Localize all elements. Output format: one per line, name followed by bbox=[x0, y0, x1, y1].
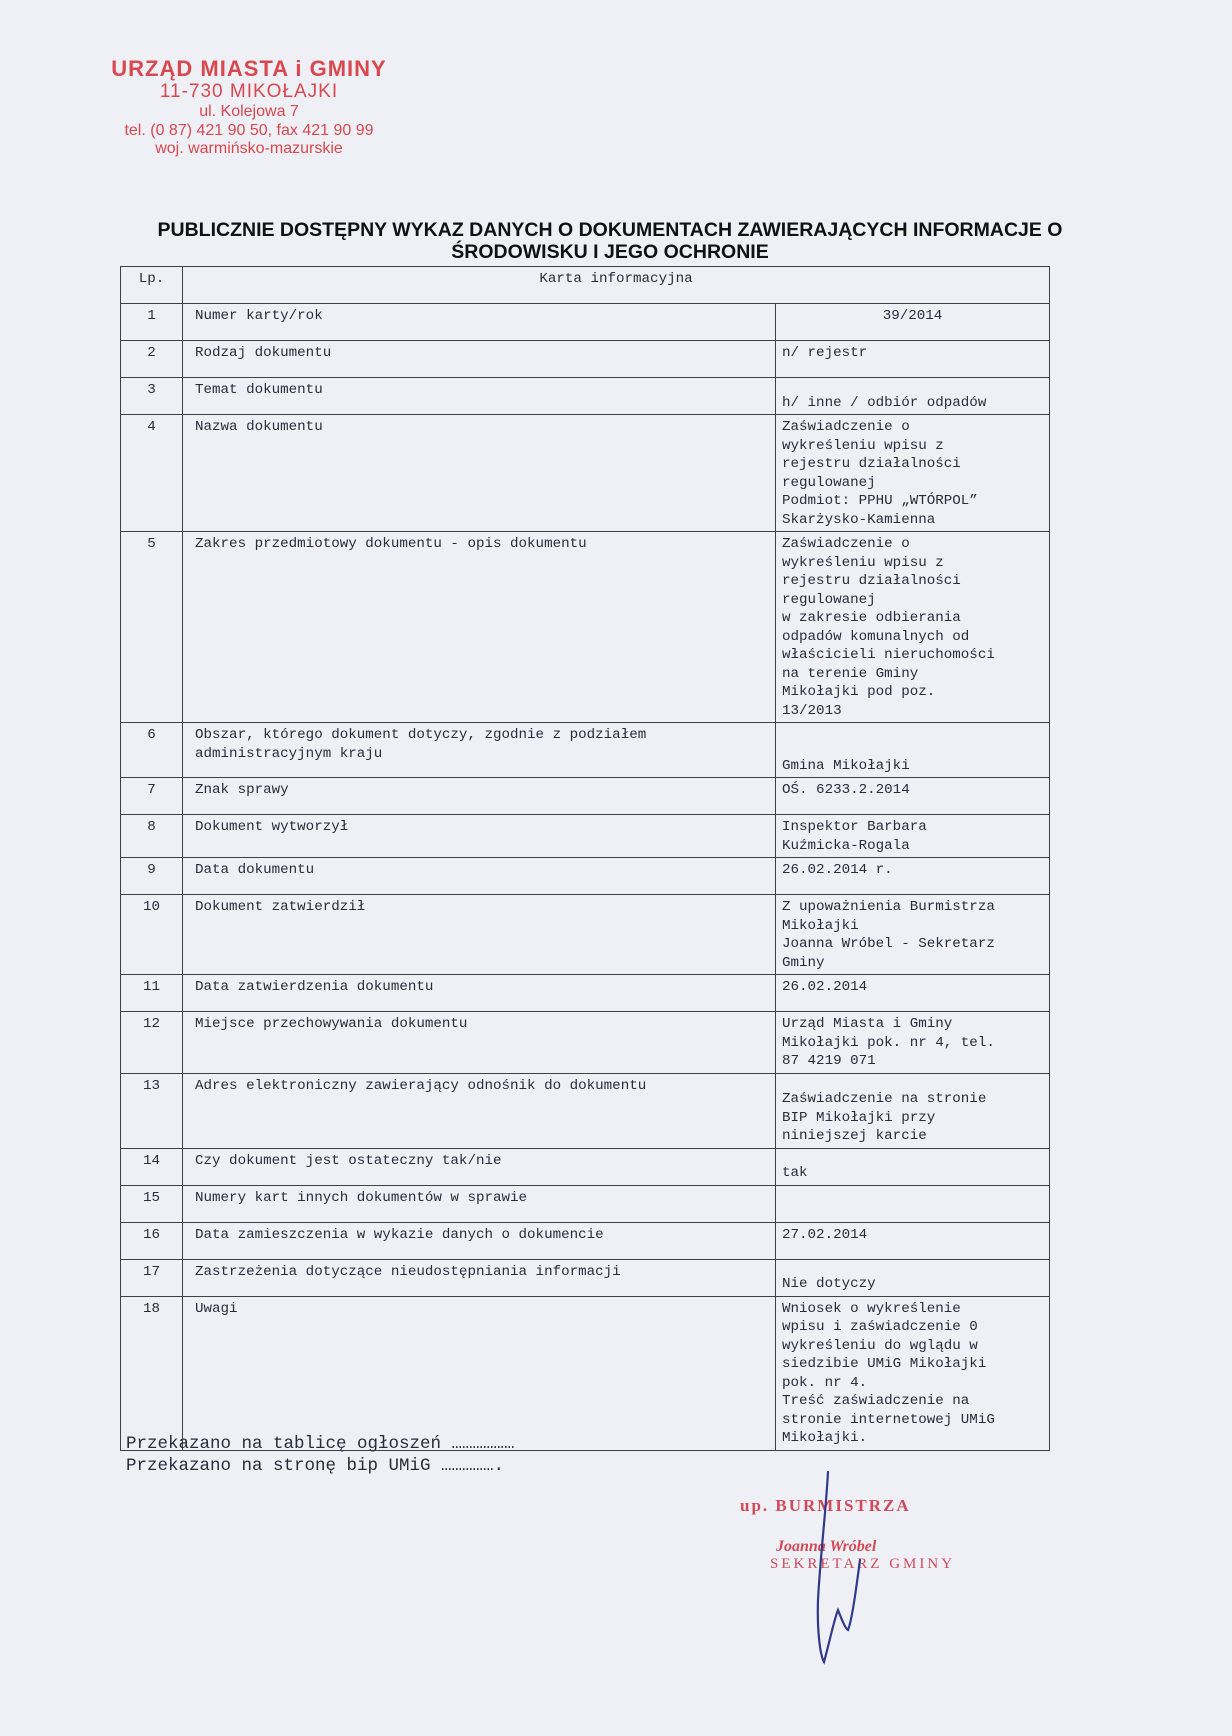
row-number: 7 bbox=[121, 778, 183, 815]
stamp-phone: tel. (0 87) 421 90 50, fax 421 90 99 bbox=[124, 121, 374, 139]
row-number: 6 bbox=[121, 723, 183, 778]
row-number: 17 bbox=[121, 1259, 183, 1296]
row-number: 3 bbox=[121, 378, 183, 415]
row-label: Znak sprawy bbox=[183, 778, 776, 815]
row-value: 26.02.2014 bbox=[776, 975, 1050, 1012]
row-value bbox=[776, 1185, 1050, 1222]
table-row bbox=[121, 1148, 1050, 1185]
row-label: Dokument wytworzył bbox=[183, 815, 776, 858]
table-row bbox=[121, 858, 1050, 895]
row-label: Numery kart innych dokumentów w sprawie bbox=[183, 1185, 776, 1222]
table-row bbox=[121, 1259, 1050, 1296]
handwritten-signature bbox=[790, 1470, 910, 1670]
heading-line-2: ŚRODOWISKU I JEGO OCHRONIE bbox=[451, 240, 769, 263]
row-number: 8 bbox=[121, 815, 183, 858]
row-label: Nazwa dokumentu bbox=[183, 415, 776, 532]
row-number: 5 bbox=[121, 532, 183, 723]
footer-notes bbox=[126, 1433, 515, 1477]
row-value: Urząd Miasta i Gminy Mikołajki pok. nr 4, tel. 87 4219 071 bbox=[776, 1012, 1050, 1074]
table-row bbox=[121, 341, 1050, 378]
header-lp: Lp. bbox=[121, 267, 183, 304]
row-number: 13 bbox=[121, 1073, 183, 1148]
row-value: Z upoważnienia Burmistrza Mikołajki Joanna Wróbel - Sekretarz Gminy bbox=[776, 895, 1050, 975]
row-value: 26.02.2014 r. bbox=[776, 858, 1050, 895]
document-heading bbox=[120, 220, 1100, 264]
signature-stamp-line-2: Joanna Wróbel bbox=[776, 1538, 877, 1555]
stamp-title: URZĄD MIASTA i GMINY bbox=[111, 56, 387, 81]
table-row bbox=[121, 723, 1050, 778]
table-row bbox=[121, 415, 1050, 532]
row-number: 2 bbox=[121, 341, 183, 378]
heading-line-1: PUBLICZNIE DOSTĘPNY WYKAZ DANYCH O DOKUMENTACH ZAWIERAJĄCYCH INFORMACJE O bbox=[157, 219, 1063, 241]
row-label: Temat dokumentu bbox=[183, 378, 776, 415]
row-value: Zaświadczenie o wykreśleniu wpisu z rejestru działalności regulowanej w zakresie odbierania odpadów komunalnych od właścicieli nieruchomości na terenie Gminy Mikołajki pod poz. 13/2013 bbox=[776, 532, 1050, 723]
signature-stamp-line-3: SEKRETARZ GMINY bbox=[770, 1556, 956, 1572]
row-number: 18 bbox=[121, 1296, 183, 1450]
row-label: Data zatwierdzenia dokumentu bbox=[183, 975, 776, 1012]
header-title: Karta informacyjna bbox=[183, 267, 1050, 304]
table-row bbox=[121, 378, 1050, 415]
row-number: 10 bbox=[121, 895, 183, 975]
row-number: 14 bbox=[121, 1148, 183, 1185]
row-label: Uwagi bbox=[183, 1296, 776, 1450]
table-row bbox=[121, 1185, 1050, 1222]
row-number: 9 bbox=[121, 858, 183, 895]
footer-line-bip: Przekazano na stronę bip UMiG ……………. bbox=[126, 1456, 505, 1476]
table-row bbox=[121, 778, 1050, 815]
row-value: OŚ. 6233.2.2014 bbox=[776, 778, 1050, 815]
row-number: 11 bbox=[121, 975, 183, 1012]
row-value: 27.02.2014 bbox=[776, 1222, 1050, 1259]
row-value: Zaświadczenie na stronie BIP Mikołajki przy niniejszej karcie bbox=[776, 1073, 1050, 1148]
stamp-city: 11-730 MIKOŁAJKI bbox=[159, 81, 339, 103]
table-row bbox=[121, 1296, 1050, 1450]
row-value: Gmina Mikołajki bbox=[776, 723, 1050, 778]
table-row bbox=[121, 895, 1050, 975]
row-label: Miejsce przechowywania dokumentu bbox=[183, 1012, 776, 1074]
table-row bbox=[121, 1073, 1050, 1148]
row-label: Dokument zatwierdził bbox=[183, 895, 776, 975]
row-label: Zastrzeżenia dotyczące nieudostępniania informacji bbox=[183, 1259, 776, 1296]
table-row bbox=[121, 304, 1050, 341]
table-header-row bbox=[121, 267, 1050, 304]
row-value: 39/2014 bbox=[776, 304, 1050, 341]
table-row bbox=[121, 1012, 1050, 1074]
row-label: Zakres przedmiotowy dokumentu - opis dokumentu bbox=[183, 532, 776, 723]
row-label: Data zamieszczenia w wykazie danych o dokumencie bbox=[183, 1222, 776, 1259]
row-label: Czy dokument jest ostateczny tak/nie bbox=[183, 1148, 776, 1185]
stamp-voivodeship: woj. warmińsko-mazurskie bbox=[155, 139, 343, 157]
row-value: n/ rejestr bbox=[776, 341, 1050, 378]
row-number: 1 bbox=[121, 304, 183, 341]
row-label: Numer karty/rok bbox=[183, 304, 776, 341]
stamp-street: ul. Kolejowa 7 bbox=[199, 103, 299, 121]
table-row bbox=[121, 1222, 1050, 1259]
row-number: 12 bbox=[121, 1012, 183, 1074]
row-value: Nie dotyczy bbox=[776, 1259, 1050, 1296]
row-label: Rodzaj dokumentu bbox=[183, 341, 776, 378]
row-value: Zaświadczenie o wykreśleniu wpisu z rejestru działalności regulowanej Podmiot: PPHU „WTÓRPOL” Skarżysko-Kamienna bbox=[776, 415, 1050, 532]
table-row bbox=[121, 815, 1050, 858]
row-value: h/ inne / odbiór odpadów bbox=[776, 378, 1050, 415]
row-label: Data dokumentu bbox=[183, 858, 776, 895]
row-number: 16 bbox=[121, 1222, 183, 1259]
row-value: Inspektor Barbara Kuźmicka-Rogala bbox=[776, 815, 1050, 858]
row-value: tak bbox=[776, 1148, 1050, 1185]
row-value: Wniosek o wykreślenie wpisu i zaświadczenie 0 wykreśleniu do wglądu w siedzibie UMiG Mikołajki pok. nr 4. Treść zaświadczenie na stronie internetowej UMiG Mikołajki. bbox=[776, 1296, 1050, 1450]
signature-stamp-line-1: up. BURMISTRZA bbox=[740, 1496, 911, 1515]
row-number: 4 bbox=[121, 415, 183, 532]
row-number: 15 bbox=[121, 1185, 183, 1222]
footer-line-board: Przekazano na tablicę ogłoszeń ……………… bbox=[126, 1434, 515, 1454]
row-label: Adres elektroniczny zawierający odnośnik do dokumentu bbox=[183, 1073, 776, 1148]
table-row bbox=[121, 532, 1050, 723]
row-label: Obszar, którego dokument dotyczy, zgodnie z podziałem administracyjnym kraju bbox=[183, 723, 776, 778]
information-card-table bbox=[120, 266, 1050, 1451]
office-stamp bbox=[84, 56, 414, 158]
table-row bbox=[121, 975, 1050, 1012]
